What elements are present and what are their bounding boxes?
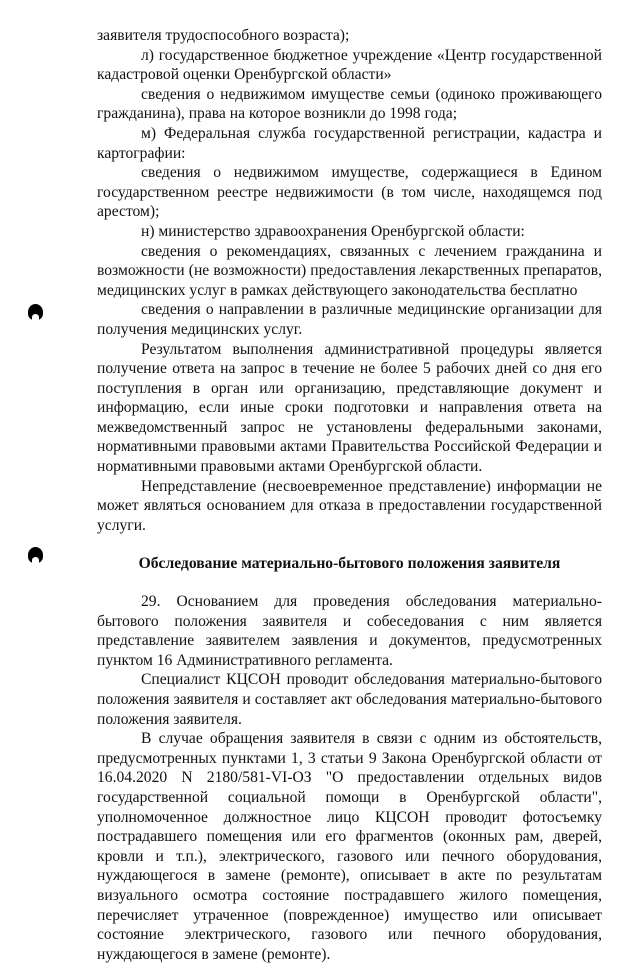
paragraph-medical-referral: сведения о направлении в различные медицинские организации для получения медицинских услуг.: [97, 301, 602, 338]
paragraph-specialist: Специалист КЦСОН проводит обследования материально-бытового положения заявителя и составляет акт обследования материально-бытового положения заявителя.: [97, 671, 602, 728]
paragraph-property-info: сведения о недвижимом имуществе семьи (одиноко проживающего гражданина), права на которое возникли до 1998 года;: [97, 85, 602, 123]
paragraph-registry-info: сведения о недвижимом имуществе, содержащиеся в Едином государственном реестре недвижимости (в том числе, находящемся под арестом);: [97, 164, 602, 221]
section-heading: Обследование материально-бытового положения заявителя: [138, 555, 561, 573]
list-item-m: м) Федеральная служба государственной регистрации, кадастра и картографии:: [97, 124, 602, 162]
paragraph-continuation: заявителя трудоспособного возраста);: [97, 27, 350, 44]
binder-hole-mark: [28, 304, 43, 320]
paragraph-29: 29. Основанием для проведения обследования материально-бытового положения заявителя и собеседования с ним является представление заявителем заявления и документов, предусмотренных пунктом 16 Административного регламента.: [97, 593, 602, 669]
paragraph-procedure-result: Результатом выполнения административной процедуры является получение ответа на запрос в течение не более 5 рабочих дней со дня его поступления в орган или организацию, представляющие документ и информацию, если иные сроки подготовки и направления ответа на межведомственный запрос не установлены федеральными законами, нормативными правовыми актами Правительства Российской Федерации и нормативными правовыми актами Оренбургской области.: [97, 340, 602, 476]
binder-hole-mark: [28, 547, 43, 563]
paragraph-non-provision: Непредставление (несвоевременное представление) информации не может являться основанием для отказа в предоставлении государственной услуги.: [97, 477, 602, 534]
paragraph-medical-recommendations: сведения о рекомендациях, связанных с лечением гражданина и возможности (не возможности) предоставления лекарственных препаратов, медицинских услуг в рамках действующего законодательства бесплатно: [97, 242, 602, 299]
paragraph-case-of-request: В случае обращения заявителя в связи с одним из обстоятельств, предусмотренных пунктами 1, 3 статьи 9 Закона Оренбургской области от 16.04.2020 N 2180/581-VI-ОЗ "О предоставлении отдельных видов государственной социальной помощи в Оренбургской области", уполномоченное должностное лицо КЦСОН проводит фотосъемку пострадавшего помещения или его фрагментов (оконных рам, дверей, кровли и т.п.), электрического, газового или печного оборудования, нуждающегося в замене (ремонте), описывает в акте по результатам визуального осмотра состояние пострадавшего жилого помещения, перечисляет утраченное (поврежденное) имущество или описывает состояние электрического, газового или печного оборудования, нуждающегося в замене (ремонте).: [97, 730, 602, 963]
list-item-n: н) министерство здравоохранения Оренбургской области:: [141, 222, 525, 240]
list-item-l: л) государственное бюджетное учреждение «Центр государственной кадастровой оценки Оренбургской области»: [97, 46, 602, 84]
document-body: [97, 26, 602, 964]
